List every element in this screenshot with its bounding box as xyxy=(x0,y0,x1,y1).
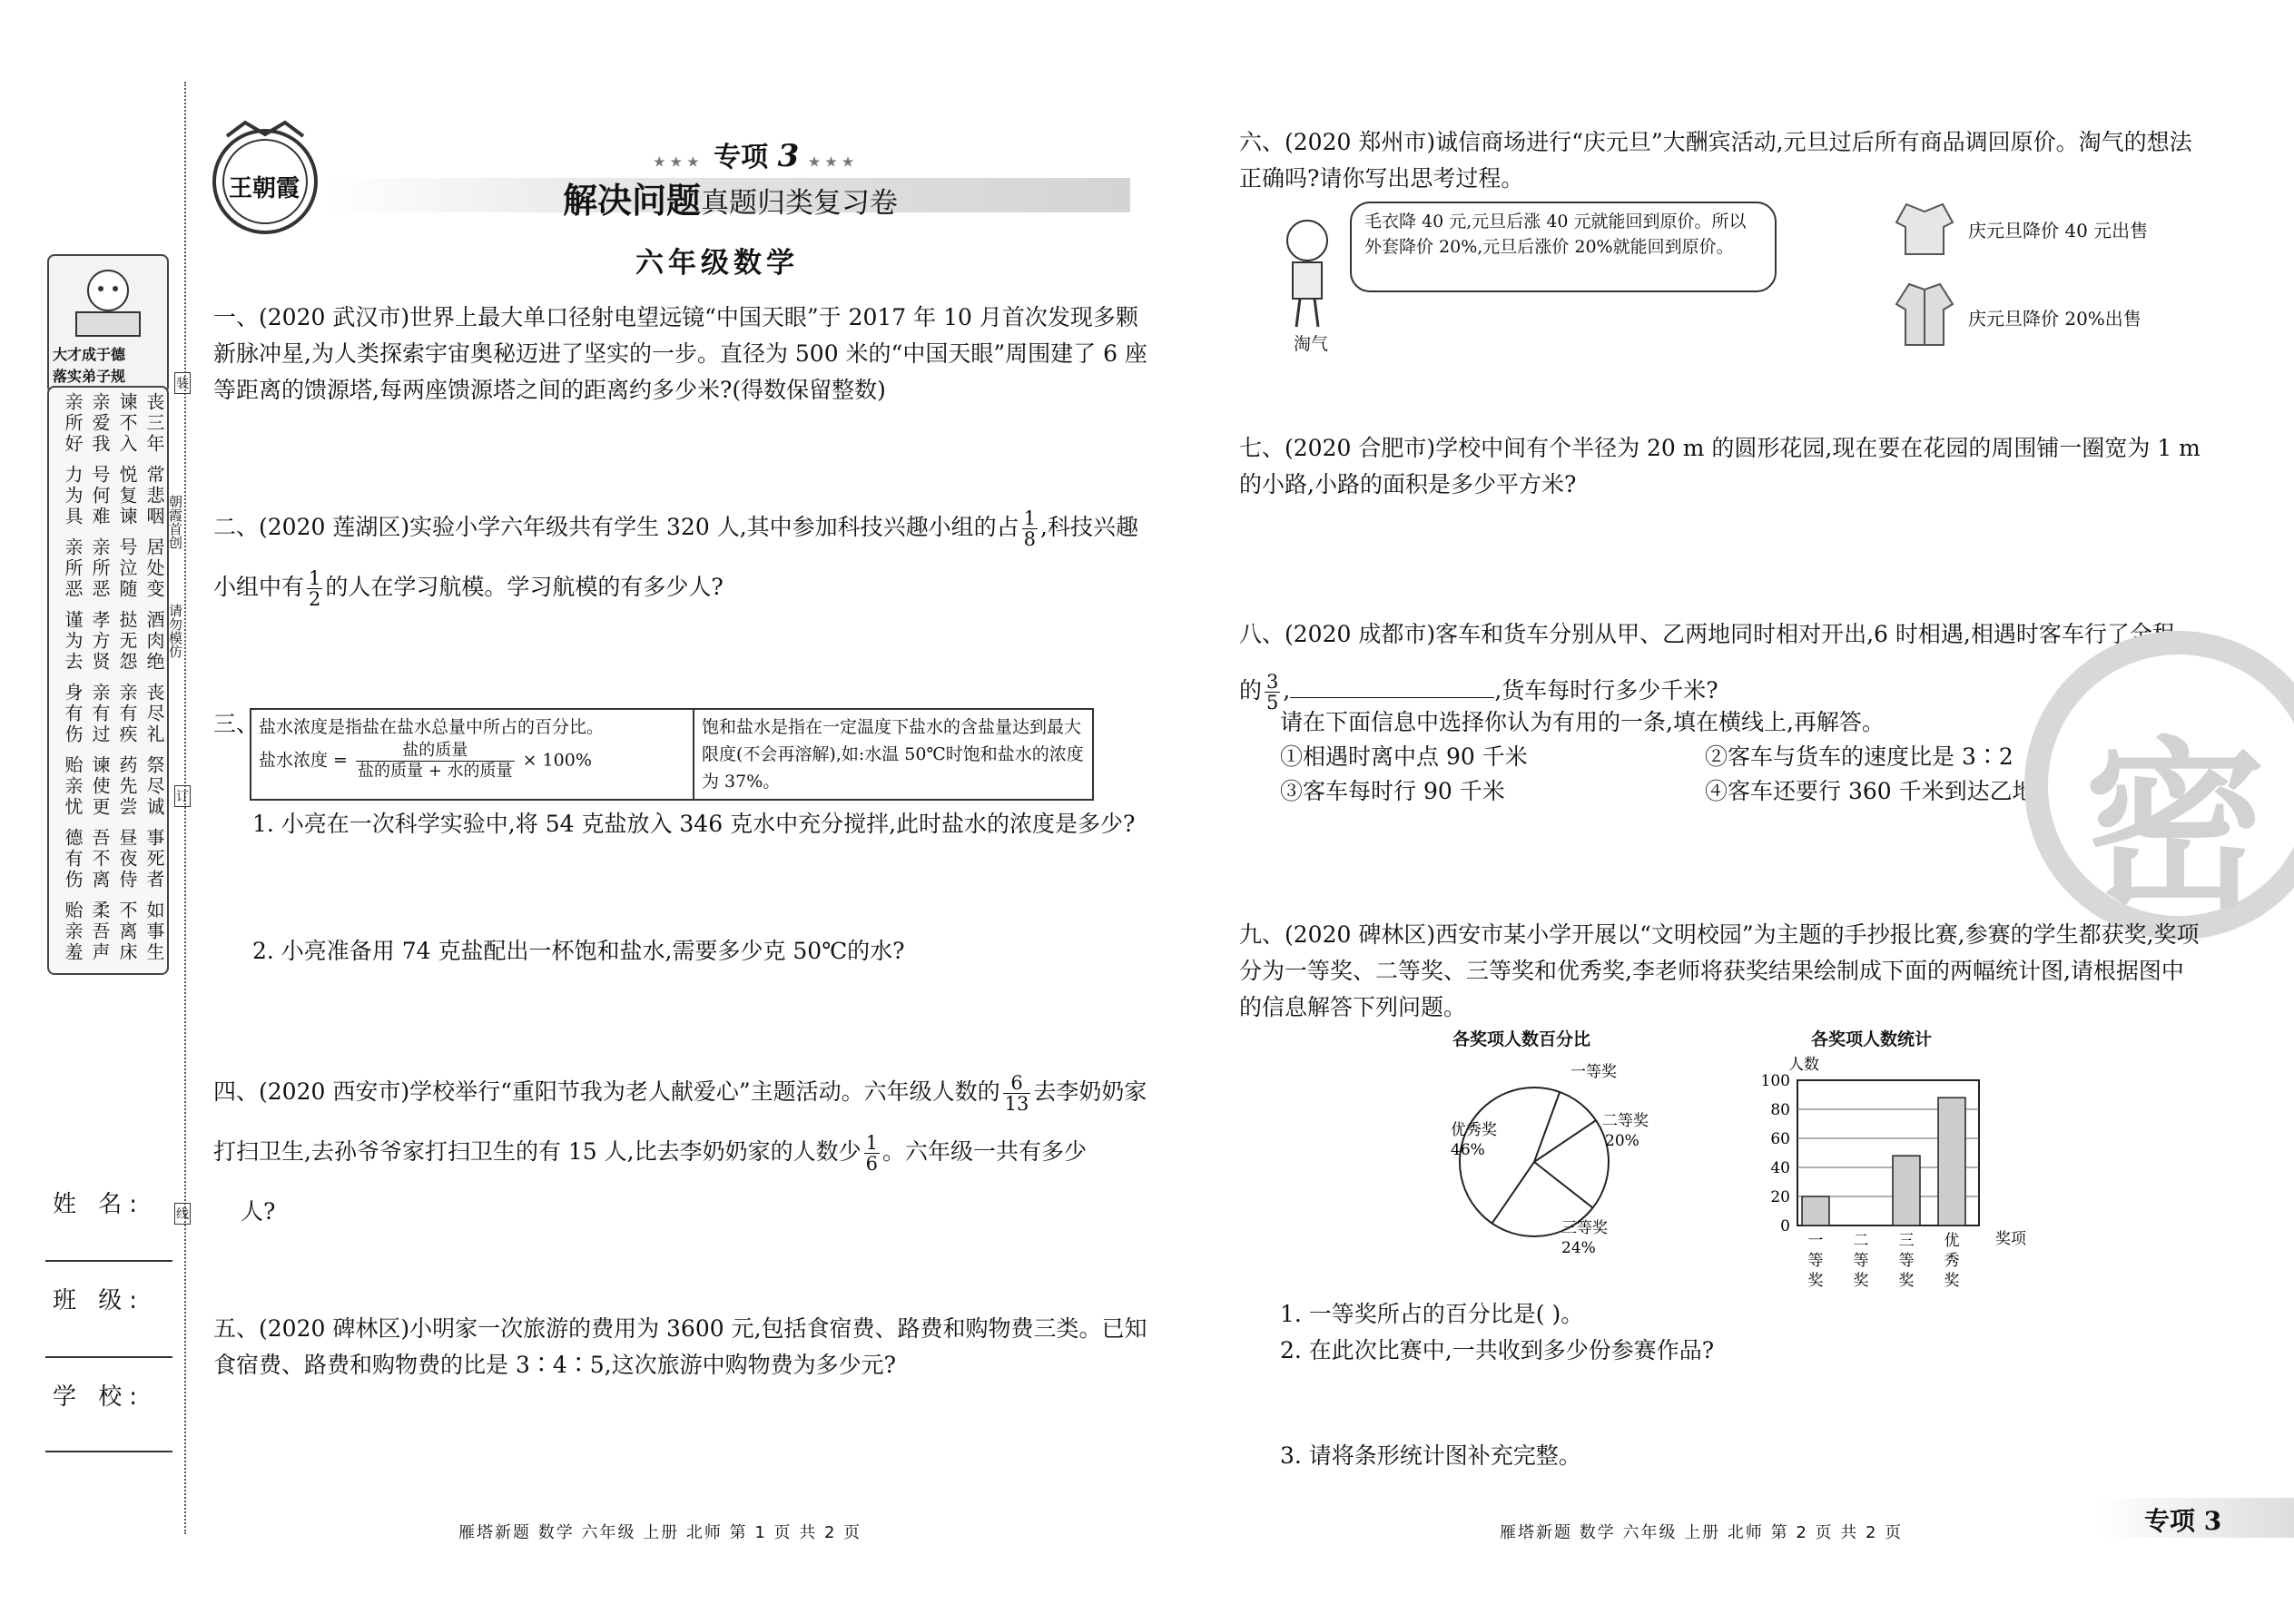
proverb-text: 祭尽诚 xyxy=(143,755,165,818)
logo-text: 王朝霞 xyxy=(229,175,300,202)
name-field[interactable] xyxy=(45,1260,172,1262)
pie-value-label-4: 46% xyxy=(1451,1141,1485,1159)
q2-text-3: 小组中有 xyxy=(213,574,305,600)
school-field[interactable] xyxy=(45,1451,172,1452)
salt-info-table xyxy=(250,708,1094,801)
q4-f1-den: 13 xyxy=(1004,1093,1029,1115)
proverb-text: 亲所好 xyxy=(62,392,84,455)
seal-mark-2: 订 xyxy=(174,785,191,807)
bar-ytick-label: 40 xyxy=(1770,1159,1790,1177)
salt-concentration-cell xyxy=(251,709,694,800)
pie-label-1: 一等奖 xyxy=(1570,1063,1617,1081)
q8-option-1: ①相遇时离中点 90 千米 xyxy=(1280,743,1528,770)
special-label: 专项 xyxy=(714,142,769,173)
q8-text-4: ,货车每时行多少千米? xyxy=(1494,677,1718,704)
bar-ylabel: 人数 xyxy=(1788,1056,1819,1074)
proverb-text: 悦复谏 xyxy=(116,465,138,527)
q8-text-2: 的 xyxy=(1239,677,1263,704)
pie-value-label-3: 24% xyxy=(1561,1239,1596,1257)
q4-text-3: 打扫卫生,去孙爷爷家打扫卫生的有 15 人,比去李奶奶家的人数少 xyxy=(213,1138,861,1165)
q2-fraction-2 xyxy=(307,568,322,609)
kid-name: 淘气 xyxy=(1294,334,1329,354)
q2-f1-den: 8 xyxy=(1023,528,1037,550)
formula-num: 盐的质量 xyxy=(356,741,515,762)
bar-category-label-4: 优秀奖 xyxy=(1944,1232,1960,1290)
q4-fraction-2 xyxy=(864,1133,880,1174)
proverb-text: 挞无怨 xyxy=(116,610,138,673)
seal-mark-1: 装 xyxy=(174,372,191,394)
q8-option-2: ②客车与货车的速度比是 3∶2 xyxy=(1705,743,2013,770)
school-label: 学 校: xyxy=(53,1383,145,1411)
formula-den: 盐的质量 + 水的质量 xyxy=(358,762,513,781)
q3-sub-1: 1. 小亮在一次科学实验中,将 54 克盐放入 346 克水中充分搅拌,此时盐水的浓度是多少? xyxy=(252,811,1136,837)
bar-ytick-label: 0 xyxy=(1780,1217,1790,1235)
formula-fraction xyxy=(356,741,515,782)
jacket-icon xyxy=(1893,277,1956,349)
q8-fraction xyxy=(1265,672,1280,713)
q8-option-3: ③客车每时行 90 千米 xyxy=(1280,778,1505,804)
proverb-text: 贻亲忧 xyxy=(62,755,84,818)
q4-f2-den: 6 xyxy=(865,1153,878,1175)
bar-ytick-label: 100 xyxy=(1760,1072,1790,1090)
q2-f2-den: 2 xyxy=(309,588,321,610)
stars-right-icon: ★★★ xyxy=(808,155,860,170)
proverb-text: 如事生 xyxy=(143,901,165,963)
proverb-text: 亲爱我 xyxy=(89,392,111,455)
seal-text: 密 xyxy=(2084,722,2267,933)
pie-label-4: 优秀奖 xyxy=(1451,1121,1497,1139)
question-7: 七、(2020 合肥市)学校中间有个半径为 20 m 的圆形花园,现在要在花园的周围铺一圈宽为 1 m 的小路,小路的面积是多少平方米? xyxy=(1239,435,2200,497)
question-4 xyxy=(213,1062,1176,1242)
item-sweater-label: 庆元旦降价 40 元出售 xyxy=(1968,220,2149,241)
class-label: 班 级: xyxy=(53,1287,145,1314)
proverb-text: 药先尝 xyxy=(116,755,138,818)
q8-f-den: 5 xyxy=(1266,692,1279,714)
subtitle: 六年级数学 xyxy=(635,247,799,280)
proverb-text: 柔吾声 xyxy=(89,901,111,963)
q8-text-1: 八、(2020 成都市)客车和货车分别从甲、乙两地同时相对开出,6 时相遇,相遇时客车行了全程 xyxy=(1239,621,2175,647)
proverb-text: 贻亲羞 xyxy=(62,901,84,963)
class-field[interactable] xyxy=(45,1356,172,1358)
corner-text: 专项 3 xyxy=(2144,1506,2222,1536)
q4-text-1: 四、(2020 西安市)学校举行“重阳节我为老人献爱心”主题活动。六年级人数的 xyxy=(213,1078,1000,1105)
proverb-text: 居处变 xyxy=(143,537,165,600)
proverb-text: 常悲咽 xyxy=(143,465,165,527)
question-5: 五、(2020 碑林区)小明家一次旅游的费用为 3600 元,包括食宿费、路费和购物费三类。已知食宿费、路费和购物费的比是 3∶4∶5,这次旅游中购物费为多少元? xyxy=(213,1315,1147,1378)
proverb-text: 号何难 xyxy=(89,465,111,527)
bar-3 xyxy=(1893,1156,1920,1225)
q9-sub-1: 1. 一等奖所占的百分比是( )。 xyxy=(1280,1301,1584,1327)
question-6: 六、(2020 郑州市)诚信商场进行“庆元旦”大酬宾活动,元旦过后所有商品调回原价。淘气的想法正确吗?请你写出思考过程。 xyxy=(1239,129,2192,192)
footer-right: 雁塔新题 数学 六年级 上册 北师 第 2 页 共 2 页 xyxy=(1500,1523,1904,1542)
q4-f2-num: 1 xyxy=(865,1132,878,1154)
formula-right: × 100% xyxy=(522,750,592,771)
question-2 xyxy=(213,497,1176,617)
proverb-text: 身有伤 xyxy=(62,683,84,745)
q8-instruction: 请在下面信息中选择你认为有用的一条,填在横线上,再解答。 xyxy=(1280,709,1885,735)
proverb-text: 力为具 xyxy=(62,465,84,527)
pie-chart xyxy=(1425,1053,1689,1271)
cell1-line1: 盐水浓度是指盐在盐水总量中所占的百分比。 xyxy=(259,717,605,737)
vertical-note-2: 请勿模仿 xyxy=(167,604,183,658)
proverb-text: 亲所恶 xyxy=(62,537,84,600)
proverb-text: 不离床 xyxy=(116,901,138,963)
bar-chart xyxy=(1743,1044,2088,1298)
page-title xyxy=(563,172,898,222)
q8-blank[interactable] xyxy=(1290,674,1494,698)
q8-option-4: ④客车还要行 360 千米到达乙地 xyxy=(1705,778,2035,804)
kid-taoqi-icon xyxy=(1271,213,1344,331)
proverb-text: 吾不离 xyxy=(89,828,111,891)
stars-left-icon: ★★★ xyxy=(654,155,704,170)
proverb-text: 德有伤 xyxy=(62,828,84,891)
title-sub: 真题归类复习卷 xyxy=(701,187,899,220)
q9-sub-3: 3. 请将条形统计图补充完整。 xyxy=(1280,1442,1581,1469)
proverb-text: 谏使更 xyxy=(89,755,111,818)
special-tag xyxy=(654,134,859,174)
q3-label: 三、 xyxy=(213,711,260,737)
proverb-text: 孝方贤 xyxy=(89,610,111,673)
binding-cut-line xyxy=(184,82,186,1534)
question-9: 九、(2020 碑林区)西安市某小学开展以“文明校园”为主题的手抄报比赛,参赛的学生都获奖,奖项分为一等奖、二等奖、三等奖和优秀奖,李老师将获奖结果绘制成下面的两幅统计图,请根据图中的信息解答下列问题。 xyxy=(1239,921,2200,1020)
q2-f1-num: 1 xyxy=(1023,507,1037,529)
title-main: 解决问题 xyxy=(563,181,702,221)
proverb-text: 亲所恶 xyxy=(89,537,111,600)
mascot-icon xyxy=(49,256,167,347)
formula-left: 盐水浓度 = xyxy=(259,750,348,771)
q2-text-2: ,科技兴趣 xyxy=(1040,514,1138,540)
speech-bubble: 毛衣降 40 元,元旦后涨 40 元就能回到原价。所以外套降价 20%,元旦后涨价 20%就能回到原价。 xyxy=(1350,202,1777,292)
item-jacket-label: 庆元旦降价 20%出售 xyxy=(1968,308,2141,330)
vertical-note-1: 朝霞首创 xyxy=(167,495,183,549)
bar-category-label-2: 二等奖 xyxy=(1853,1232,1869,1290)
special-number: 3 xyxy=(777,138,800,174)
proverb-text: 谏不入 xyxy=(116,392,138,455)
bar-ytick-label: 20 xyxy=(1770,1188,1790,1206)
bar-ytick-label: 60 xyxy=(1770,1130,1790,1148)
mascot-card xyxy=(47,254,169,394)
proverb-text: 亲有疾 xyxy=(116,683,138,745)
proverb-text: 丧尽礼 xyxy=(143,683,165,745)
q4-text-5: 人? xyxy=(241,1198,276,1225)
q4-text-2: 去李奶奶家 xyxy=(1033,1078,1147,1105)
bar-1 xyxy=(1802,1196,1829,1225)
bar-category-label-3: 三等奖 xyxy=(1898,1232,1915,1290)
bar-4 xyxy=(1938,1097,1965,1225)
q2-fraction-1 xyxy=(1022,508,1038,549)
proverb-text: 昼夜侍 xyxy=(116,828,138,891)
bar-ytick-label: 80 xyxy=(1770,1101,1790,1119)
pie-value-label-2: 20% xyxy=(1605,1132,1639,1150)
question-1: 一、(2020 武汉市)世界上最大单口径射电望远镜“中国天眼”于 2017 年 10 月首次发现多颗新脉冲星,为人类探索宇宙奥秘迈进了坚实的一步。直径为 500 米的“中国天眼”周围建了 6 座等距离的馈源塔,每两座馈源塔之间的距离约多少米?(得数保留整数) xyxy=(213,304,1147,403)
q2-text-4: 的人在学习航模。学习航模的有多少人? xyxy=(325,574,724,600)
proverb-text: 丧三年 xyxy=(143,392,165,455)
bar-xlabel: 奖项 xyxy=(1995,1230,2026,1248)
q2-f2-num: 1 xyxy=(309,567,321,589)
proverb-text: 事死者 xyxy=(143,828,165,891)
footer-left: 雁塔新题 数学 六年级 上册 北师 第 1 页 共 2 页 xyxy=(458,1523,862,1542)
proverb-text: 谨为去 xyxy=(62,610,84,673)
motto-2: 落实弟子规 xyxy=(53,368,126,385)
motto-1: 大才成于德 xyxy=(53,346,126,363)
q9-sub-2: 2. 在此次比赛中,一共收到多少份参赛作品? xyxy=(1280,1337,1715,1363)
q4-f1-num: 6 xyxy=(1003,1073,1031,1094)
q8-f-num: 3 xyxy=(1266,671,1279,693)
saturated-salt-cell: 饱和盐水是指在一定温度下盐水的含盐量达到最大限度(不会再溶解),如:水温 50℃时饱和盐水的浓度为 37%。 xyxy=(694,709,1093,800)
pie-chart-title: 各奖项人数百分比 xyxy=(1452,1029,1591,1049)
q8-text-3: , xyxy=(1283,677,1291,704)
proverb-text: 酒肉绝 xyxy=(143,610,165,673)
pie-label-3: 三等奖 xyxy=(1561,1219,1608,1237)
name-label: 姓 名: xyxy=(53,1191,145,1218)
corner-tag xyxy=(2097,1498,2294,1538)
proverb-text: 号泣随 xyxy=(116,537,138,600)
seal-mark-3: 线 xyxy=(174,1203,191,1225)
pie-label-2: 二等奖 xyxy=(1602,1112,1649,1130)
sweater-icon xyxy=(1893,195,1956,259)
concentration-formula xyxy=(259,741,685,782)
bar-category-label-1: 一等奖 xyxy=(1807,1232,1824,1290)
q3-sub-2: 2. 小亮准备用 74 克盐配出一杯饱和盐水,需要多少克 50℃的水? xyxy=(252,938,905,964)
q4-fraction-1 xyxy=(1003,1073,1031,1114)
bar-chart-title: 各奖项人数统计 xyxy=(1811,1029,1933,1049)
q4-text-4: 。六年级一共有多少 xyxy=(881,1138,1087,1165)
proverb-text: 亲有过 xyxy=(89,683,111,745)
q2-text-1: 二、(2020 莲湖区)实验小学六年级共有学生 320 人,其中参加科技兴趣小组的占 xyxy=(213,514,1019,540)
